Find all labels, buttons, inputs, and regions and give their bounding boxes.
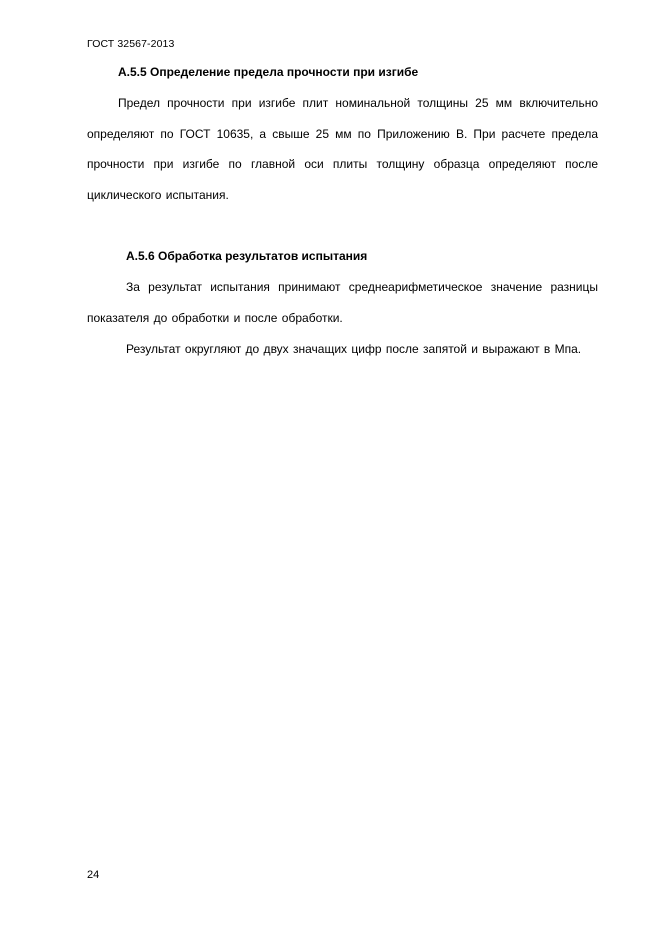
- section-heading-a-5-6: А.5.6 Обработка результатов испытания: [126, 249, 368, 263]
- document-code-header: ГОСТ 32567-2013: [87, 38, 175, 50]
- paragraph-test-result: За результат испытания принимают среднеарифметическое значение разницы показателя до обработки и после обработки.: [87, 280, 598, 325]
- page-number: 24: [87, 869, 100, 881]
- paragraph-rounding: Результат округляют до двух значащих цифр после запятой и выражают в Мпа.: [126, 342, 582, 356]
- paragraph-bending-strength: Предел прочности при изгибе плит номинальной толщины 25 мм включительно определяют по ГОСТ 10635, а свыше 25 мм по Приложению В. При расчете предела прочности при изгибе по главной оси плиты толщину образца определяют после циклического испытания.: [87, 96, 598, 203]
- section-heading-a-5-5: А.5.5 Определение предела прочности при изгибе: [118, 65, 419, 79]
